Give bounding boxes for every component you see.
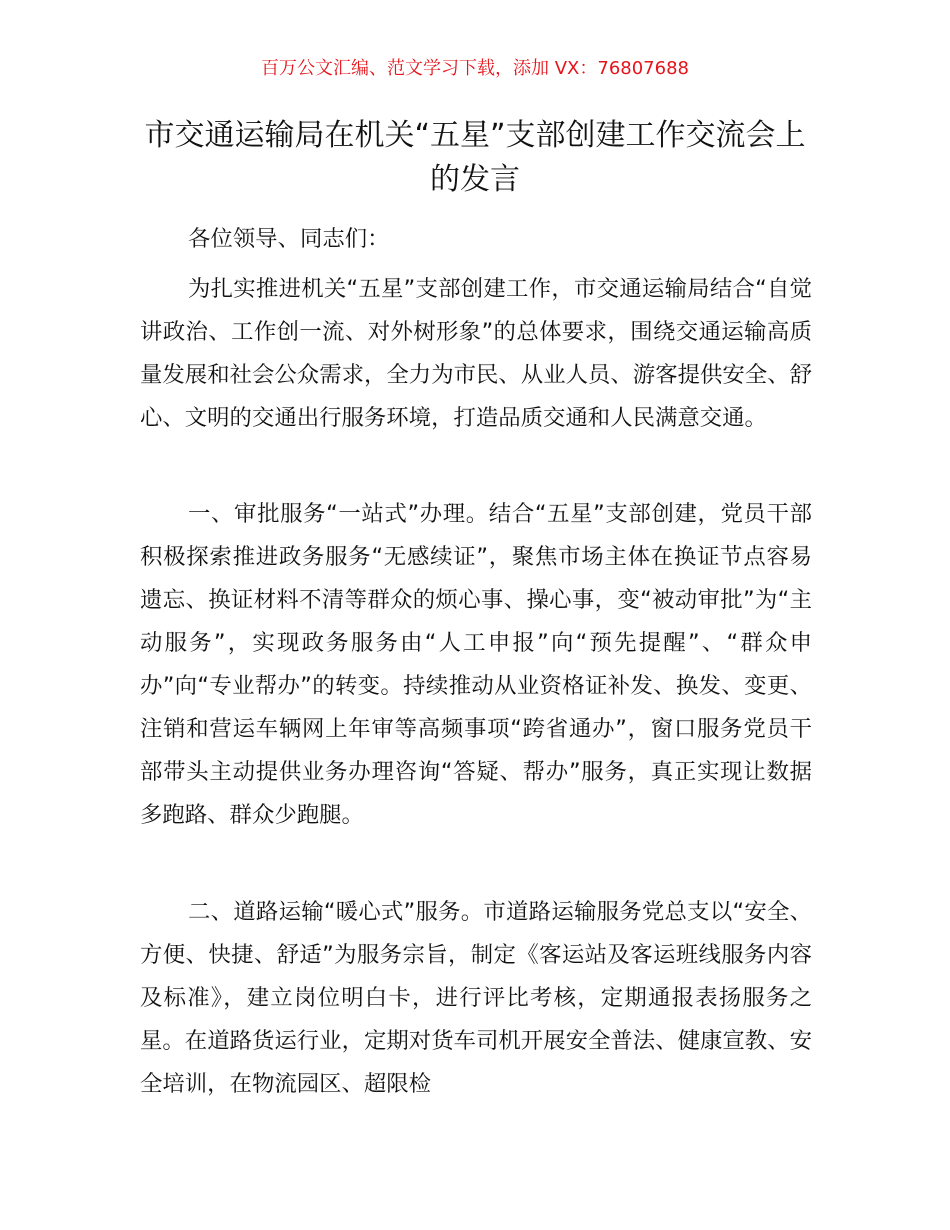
greeting-block <box>140 218 812 261</box>
paragraph-intro: 为扎实推进机关“五星”支部创建工作，市交通运输局结合“自觉讲政治、工作创一流、对外树形象”的总体要求，围绕交通运输高质量发展和社会公众需求，全力为市民、从业人员、游客提供安全、舒心、文明的交通出行服务环境，打造品质交通和人民满意交通。 <box>140 276 812 431</box>
paragraph-section-two: 二、道路运输“暖心式”服务。市道路运输服务党总支以“安全、方便、快捷、舒适”为服务宗旨，制定《客运站及客运班线服务内容及标准》，建立岗位明白卡，进行评比考核，定期通报表扬服务之星。在道路货运行业，定期对货车司机开展安全普法、健康宣教、安全培训，在物流园区、超限检 <box>140 899 812 1097</box>
paragraph-section-one: 一、审批服务“一站式”办理。结合“五星”支部创建，党员干部积极探索推进政务服务“无感续证”，聚焦市场主体在换证节点容易遗忘、换证材料不清等群众的烦心事、操心事，变“被动审批”为“主动服务”，实现政务服务由“人工申报”向“预先提醒”、“群众申办”向“专业帮办”的转变。持续推动从业资格证补发、换发、变更、注销和营运车辆网上年审等高频事项“跨省通办”，窗口服务党员干部带头主动提供业务办理咨询“答疑、帮办”服务，真正实现让数据多跑路、群众少跑腿。 <box>140 501 812 828</box>
document-title: 市交通运输局在机关“五星”支部创建工作交流会上的发言 <box>144 118 806 197</box>
watermark-banner: 百万公文汇编、范文学习下载，添加 VX：76807688 <box>261 58 689 79</box>
greeting-text: 各位领导、同志们： <box>188 226 390 252</box>
